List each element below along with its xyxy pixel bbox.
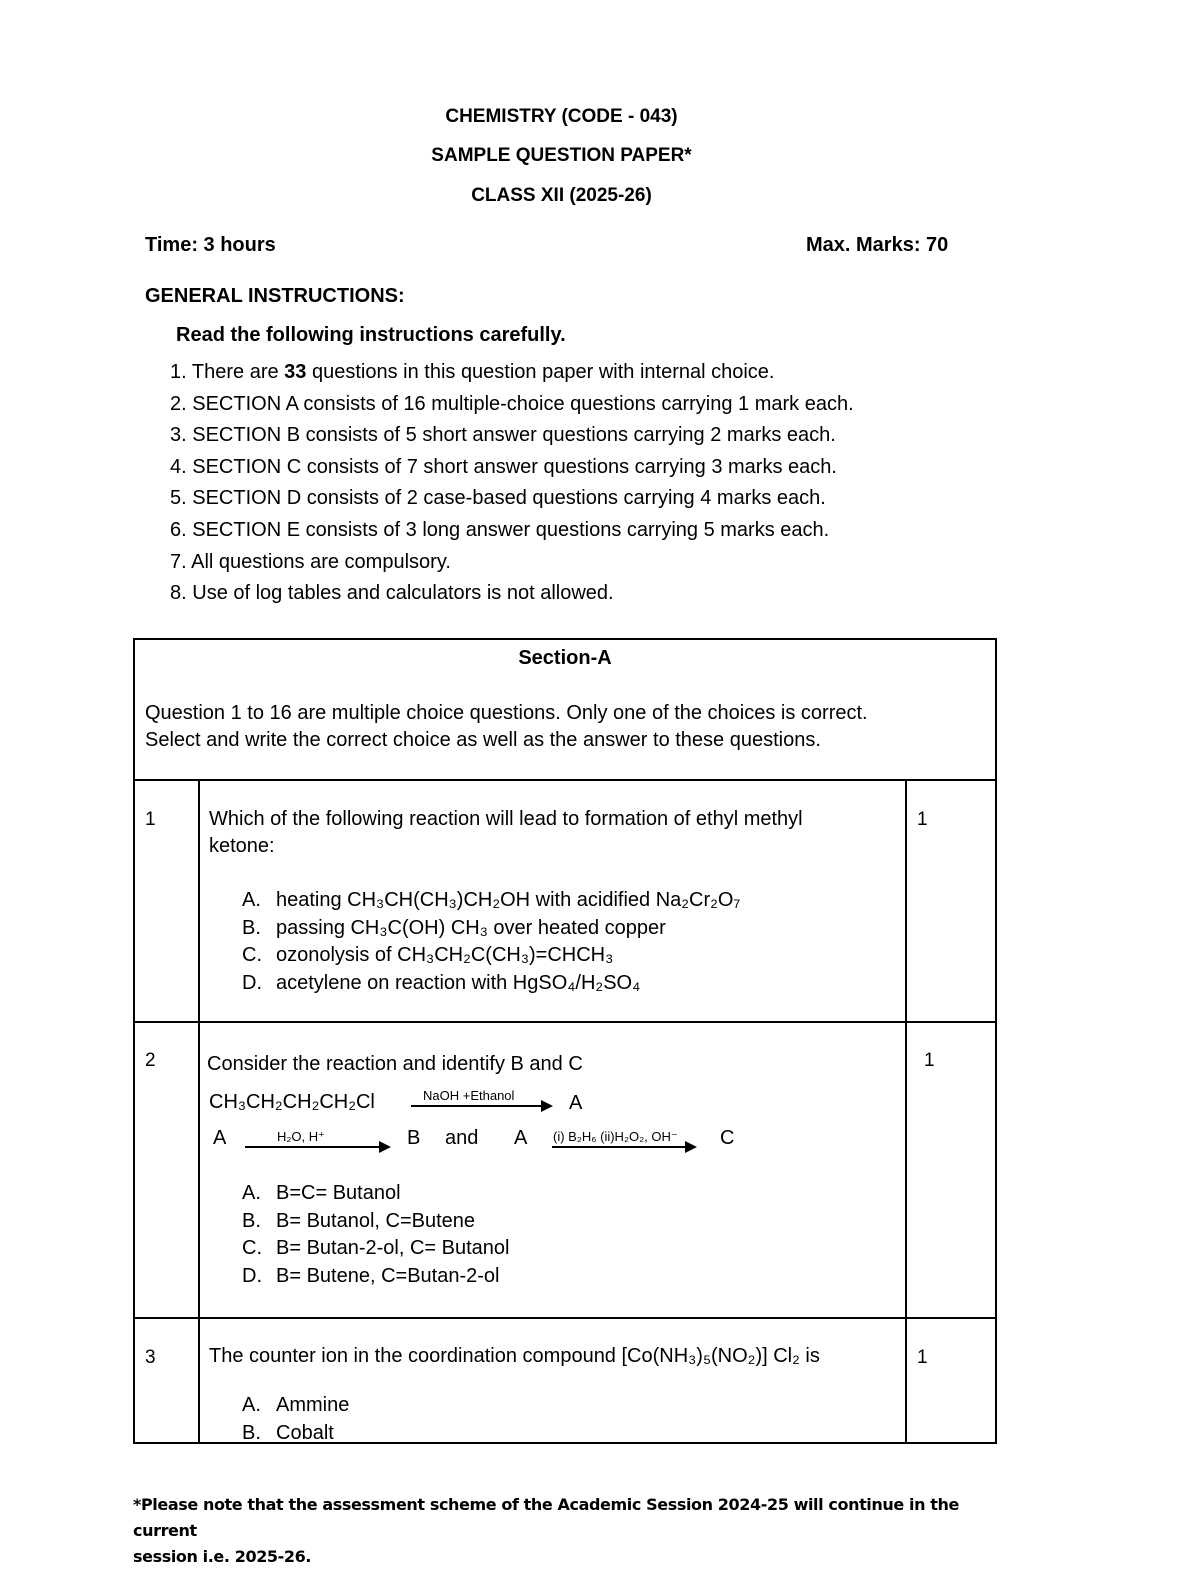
question-stem: ketone: bbox=[209, 835, 275, 857]
reagent-label: NaOH +Ethanol bbox=[423, 1088, 515, 1103]
reactant-label: A bbox=[514, 1127, 528, 1149]
reaction-arrow bbox=[245, 1146, 389, 1148]
option-item: C. B= Butan-2-ol, C= Butanol bbox=[242, 1237, 510, 1259]
table-divider bbox=[135, 1317, 995, 1319]
option-list bbox=[242, 1392, 349, 1447]
question-marks: 1 bbox=[924, 1050, 935, 1071]
question-number: 3 bbox=[145, 1347, 156, 1368]
option-item: B. B= Butanol, C=Butene bbox=[242, 1209, 476, 1232]
option-item: A. heating CH₃CH(CH₃)CH₂OH with acidified Na₂Cr₂O₇ bbox=[242, 889, 741, 911]
footnote bbox=[133, 1492, 993, 1570]
reagent-label: (i) B₂H₆ (ii)H₂O₂, OH⁻ bbox=[553, 1129, 678, 1144]
question-marks: 1 bbox=[917, 809, 928, 830]
question-marks: 1 bbox=[917, 1347, 928, 1368]
reactant-label: A bbox=[213, 1127, 227, 1149]
question-table bbox=[133, 638, 997, 1444]
option-list bbox=[242, 1180, 509, 1290]
instruction-item: 7. All questions are compulsory. bbox=[170, 550, 451, 573]
reaction-arrow bbox=[411, 1105, 551, 1107]
product-label: C bbox=[720, 1127, 735, 1149]
product-label: B bbox=[407, 1127, 421, 1149]
instruction-item: 1. There are 33 questions in this question paper with internal choice. bbox=[170, 361, 775, 383]
option-item: C. ozonolysis of CH₃CH₂C(CH₃)=CHCH₃ bbox=[242, 944, 614, 966]
column-divider bbox=[905, 779, 907, 1442]
instruction-item: 3. SECTION B consists of 5 short answer questions carrying 2 marks each. bbox=[170, 424, 836, 447]
option-item: A. Ammine bbox=[242, 1394, 350, 1416]
question-number: 1 bbox=[145, 809, 156, 830]
conjunction: and bbox=[445, 1127, 479, 1149]
time-label: Time: 3 hours bbox=[145, 234, 276, 256]
paper-title: CHEMISTRY (CODE - 043) bbox=[445, 106, 678, 127]
class-label: CLASS XII (2025-26) bbox=[471, 185, 652, 206]
table-divider bbox=[135, 1021, 995, 1023]
reagent-label: H₂O, H⁺ bbox=[277, 1129, 326, 1144]
option-item: D. B= Butene, C=Butan-2-ol bbox=[242, 1264, 500, 1287]
instructions-heading: GENERAL INSTRUCTIONS: bbox=[145, 285, 405, 307]
reactant: CH₃CH₂CH₂CH₂Cl bbox=[209, 1091, 375, 1113]
product-label: A bbox=[569, 1092, 583, 1114]
option-list bbox=[242, 887, 740, 997]
footnote-line: session i.e. 2025-26. bbox=[133, 1547, 312, 1566]
table-divider bbox=[135, 779, 995, 781]
footnote-line: *Please note that the assessment scheme of the Academic Session 2024-25 will continue in the current bbox=[133, 1495, 959, 1540]
max-marks-label: Max. Marks: 70 bbox=[806, 234, 949, 256]
column-divider bbox=[198, 779, 200, 1442]
instruction-item: 2. SECTION A consists of 16 multiple-choice questions carrying 1 mark each. bbox=[170, 392, 854, 415]
instructions-list bbox=[170, 358, 854, 611]
question-stem: Which of the following reaction will lead to formation of ethyl methyl bbox=[209, 808, 803, 830]
instruction-item: 8. Use of log tables and calculators is not allowed. bbox=[170, 582, 614, 605]
option-item: A. B=C= Butanol bbox=[242, 1182, 401, 1204]
question-stem: The counter ion in the coordination compound [Co(NH₃)₅(NO₂)] Cl₂ is bbox=[209, 1345, 820, 1367]
option-item: B. Cobalt bbox=[242, 1421, 334, 1444]
section-title: Section-A bbox=[518, 647, 612, 669]
section-description-1: Question 1 to 16 are multiple choice questions. Only one of the choices is correct. bbox=[145, 702, 868, 724]
question-stem: Consider the reaction and identify B and C bbox=[207, 1053, 583, 1075]
instruction-item: 5. SECTION D consists of 2 case-based questions carrying 4 marks each. bbox=[170, 487, 826, 510]
paper-subtitle: SAMPLE QUESTION PAPER* bbox=[431, 145, 692, 166]
reaction-arrow bbox=[552, 1146, 695, 1148]
section-description-2: Select and write the correct choice as well as the answer to these questions. bbox=[145, 729, 821, 751]
instructions-lead: Read the following instructions carefully. bbox=[176, 324, 566, 346]
question-number: 2 bbox=[145, 1050, 156, 1071]
instruction-item: 6. SECTION E consists of 3 long answer questions carrying 5 marks each. bbox=[170, 518, 830, 541]
instruction-item: 4. SECTION C consists of 7 short answer questions carrying 3 marks each. bbox=[170, 455, 837, 478]
option-item: D. acetylene on reaction with HgSO₄/H₂SO₄ bbox=[242, 971, 641, 994]
option-item: B. passing CH₃C(OH) CH₃ over heated copper bbox=[242, 916, 666, 939]
